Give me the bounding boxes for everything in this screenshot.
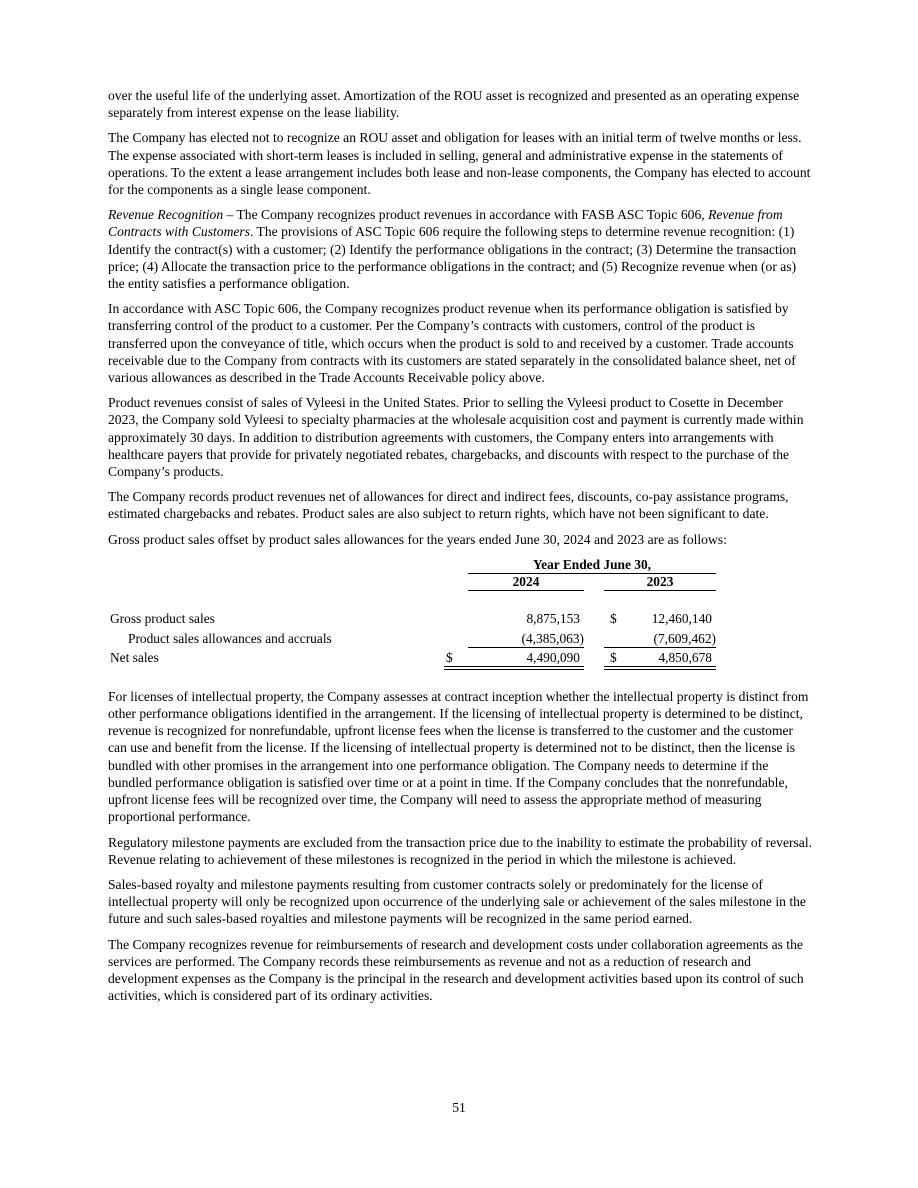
paragraph-asc-606: In accordance with ASC Topic 606, the Company recognizes product revenue when its performance obligation is satisfied by transferring control of the product to a customer. Per the Company’s contracts with customers, control of the product is transferred upon the conveyance of title, which occurs when the product is sold to and received by a customer. Trade accounts receivable due to the Company from contracts with its customers are stated separately in the consolidated balance sheet, net of various allowances as described in the Trade Accounts Receivable policy above. <box>108 301 796 386</box>
row-allowances-value-2024: (4,385,063) <box>521 630 584 646</box>
paragraph-rou-amortization: over the useful life of the underlying asset. Amortization of the ROU asset is recognized and presented as an operating expense separately from interest expense on the lease liability. <box>108 88 800 121</box>
total-rule-2024-a <box>444 666 584 667</box>
product-sales-table <box>108 556 813 676</box>
revenue-text-part2: . The provisions of ASC Topic 606 require the following steps to determine revenue recognition: (1) Identify the contract(s) with a customer; (2) Identify the performance obligations in the contract; (3) Determine the transaction price; (4) Allocate the transaction price to the performance obligations in the contract; and (5) Recognize revenue when (or as) the entity satisfies a performance obligation. <box>108 224 797 292</box>
paragraph-rd-reimbursements: The Company recognizes revenue for reimbursements of research and development costs under collaboration agreements as the services are performed. The Company records these reimbursements as revenue and not as a reduction of research and development expenses as the Company is the principal in the research and development activities based upon its control of such activities, which is considered part of its ordinary activities. <box>108 936 804 1004</box>
row-net-cur24: $ <box>446 649 453 665</box>
subtotal-rule-2023 <box>604 647 716 648</box>
paragraph-licenses-ip: For licenses of intellectual property, the Company assesses at contract inception whether the intellectual property is distinct from other performance obligations identified in the arrangement. If the licensing of intellectual property is determined to be distinct, revenue is recognized for nonrefundable, upfront license fees when the license is transferred to the customer and the customer can use and benefit from the license. If the licensing of intellectual property is determined not to be distinct, then the license is bundled with other promises in the arrangement into one performance obligation. The Company needs to determine if the bundled performance obligation is satisfied over time or at a point in time. If the Company concludes that the nonrefundable, upfront license fees will be recognized over time, the Company will need to assess the appropriate method of measuring proportional performance. <box>108 688 809 825</box>
paragraph-sales-based-royalty: Sales-based royalty and milestone payments resulting from customer contracts solely or predominately for the license of intellectual property will only be recognized upon occurrence of the underlying sale or achievement of the sales milestone in the future and such sales-based royalties and milestone payments will be recognized in the same period earned. <box>108 876 806 927</box>
paragraph-table-intro: Gross product sales offset by product sales allowances for the years ended June 30, 2024 and 2023 are as follows: <box>108 531 727 547</box>
revenue-text-part1: – The Company recognizes product revenues in accordance with FASB ASC Topic 606, <box>223 207 709 223</box>
row-allowances-value-2023: (7,609,462) <box>653 630 716 646</box>
row-net-value-2024: 4,490,090 <box>526 649 580 665</box>
year-2023-rule <box>604 590 716 591</box>
paragraph-product-revenues: Product revenues consist of sales of Vyleesi in the United States. Prior to selling the Vyleesi product to Cosette in December 2023, the Company sold Vyleesi to specialty pharmacies at the wholesale acquisition cost and payment is currently made within approximately 30 days. In addition to distribution agreements with customers, the Company enters into arrangements with healthcare payers that provide for privately negotiated rebates, chargebacks, and discounts with respect to the purchase of the Company’s products. <box>108 395 804 480</box>
document-page <box>108 87 813 1012</box>
row-net-cur23: $ <box>610 649 617 665</box>
row-allowances-label: Product sales allowances and accruals <box>128 630 332 646</box>
paragraph-revenue-recognition <box>108 206 813 292</box>
paragraph-short-term-leases: The Company has elected not to recognize an ROU asset and obligation for leases with an initial term of twelve months or less. The expense associated with short-term leases is included in selling, general and administrative expense in the statements of operations. To the extent a lease arrangement includes both lease and non-lease components, the Company has elected to account for the components as a single lease component. <box>108 130 811 198</box>
row-gross-value-2024: 8,875,153 <box>526 610 580 626</box>
topic-606-title: Revenue from Contracts with Customers <box>108 207 783 240</box>
revenue-recognition-heading: Revenue Recognition <box>108 207 224 223</box>
total-rule-2024-b <box>444 669 584 670</box>
paragraph-regulatory-milestones: Regulatory milestone payments are excluded from the transaction price due to the inability to estimate the probability of reversal. Revenue relating to achievement of these milestones is recognized in the period in which the milestone is achieved. <box>108 834 813 867</box>
page-number: 51 <box>452 1100 466 1115</box>
table-year-2024: 2024 <box>512 573 540 589</box>
row-gross-cur23: $ <box>610 610 617 626</box>
total-rule-2023-b <box>604 669 716 670</box>
table-year-2023: 2023 <box>646 573 674 589</box>
year-2024-rule <box>468 590 584 591</box>
table-header-year-ended: Year Ended June 30, <box>532 556 652 572</box>
subtotal-rule-2024 <box>468 647 584 648</box>
row-gross-product-sales-label: Gross product sales <box>110 610 215 626</box>
total-rule-2023-a <box>604 666 716 667</box>
row-gross-value-2023: 12,460,140 <box>651 610 712 626</box>
row-net-sales-label: Net sales <box>110 649 159 665</box>
row-net-value-2023: 4,850,678 <box>658 649 712 665</box>
paragraph-allowances: The Company records product revenues net of allowances for direct and indirect fees, discounts, co-pay assistance programs, estimated chargebacks and rebates. Product sales are also subject to return rights, which have not been significant to date. <box>108 489 789 522</box>
